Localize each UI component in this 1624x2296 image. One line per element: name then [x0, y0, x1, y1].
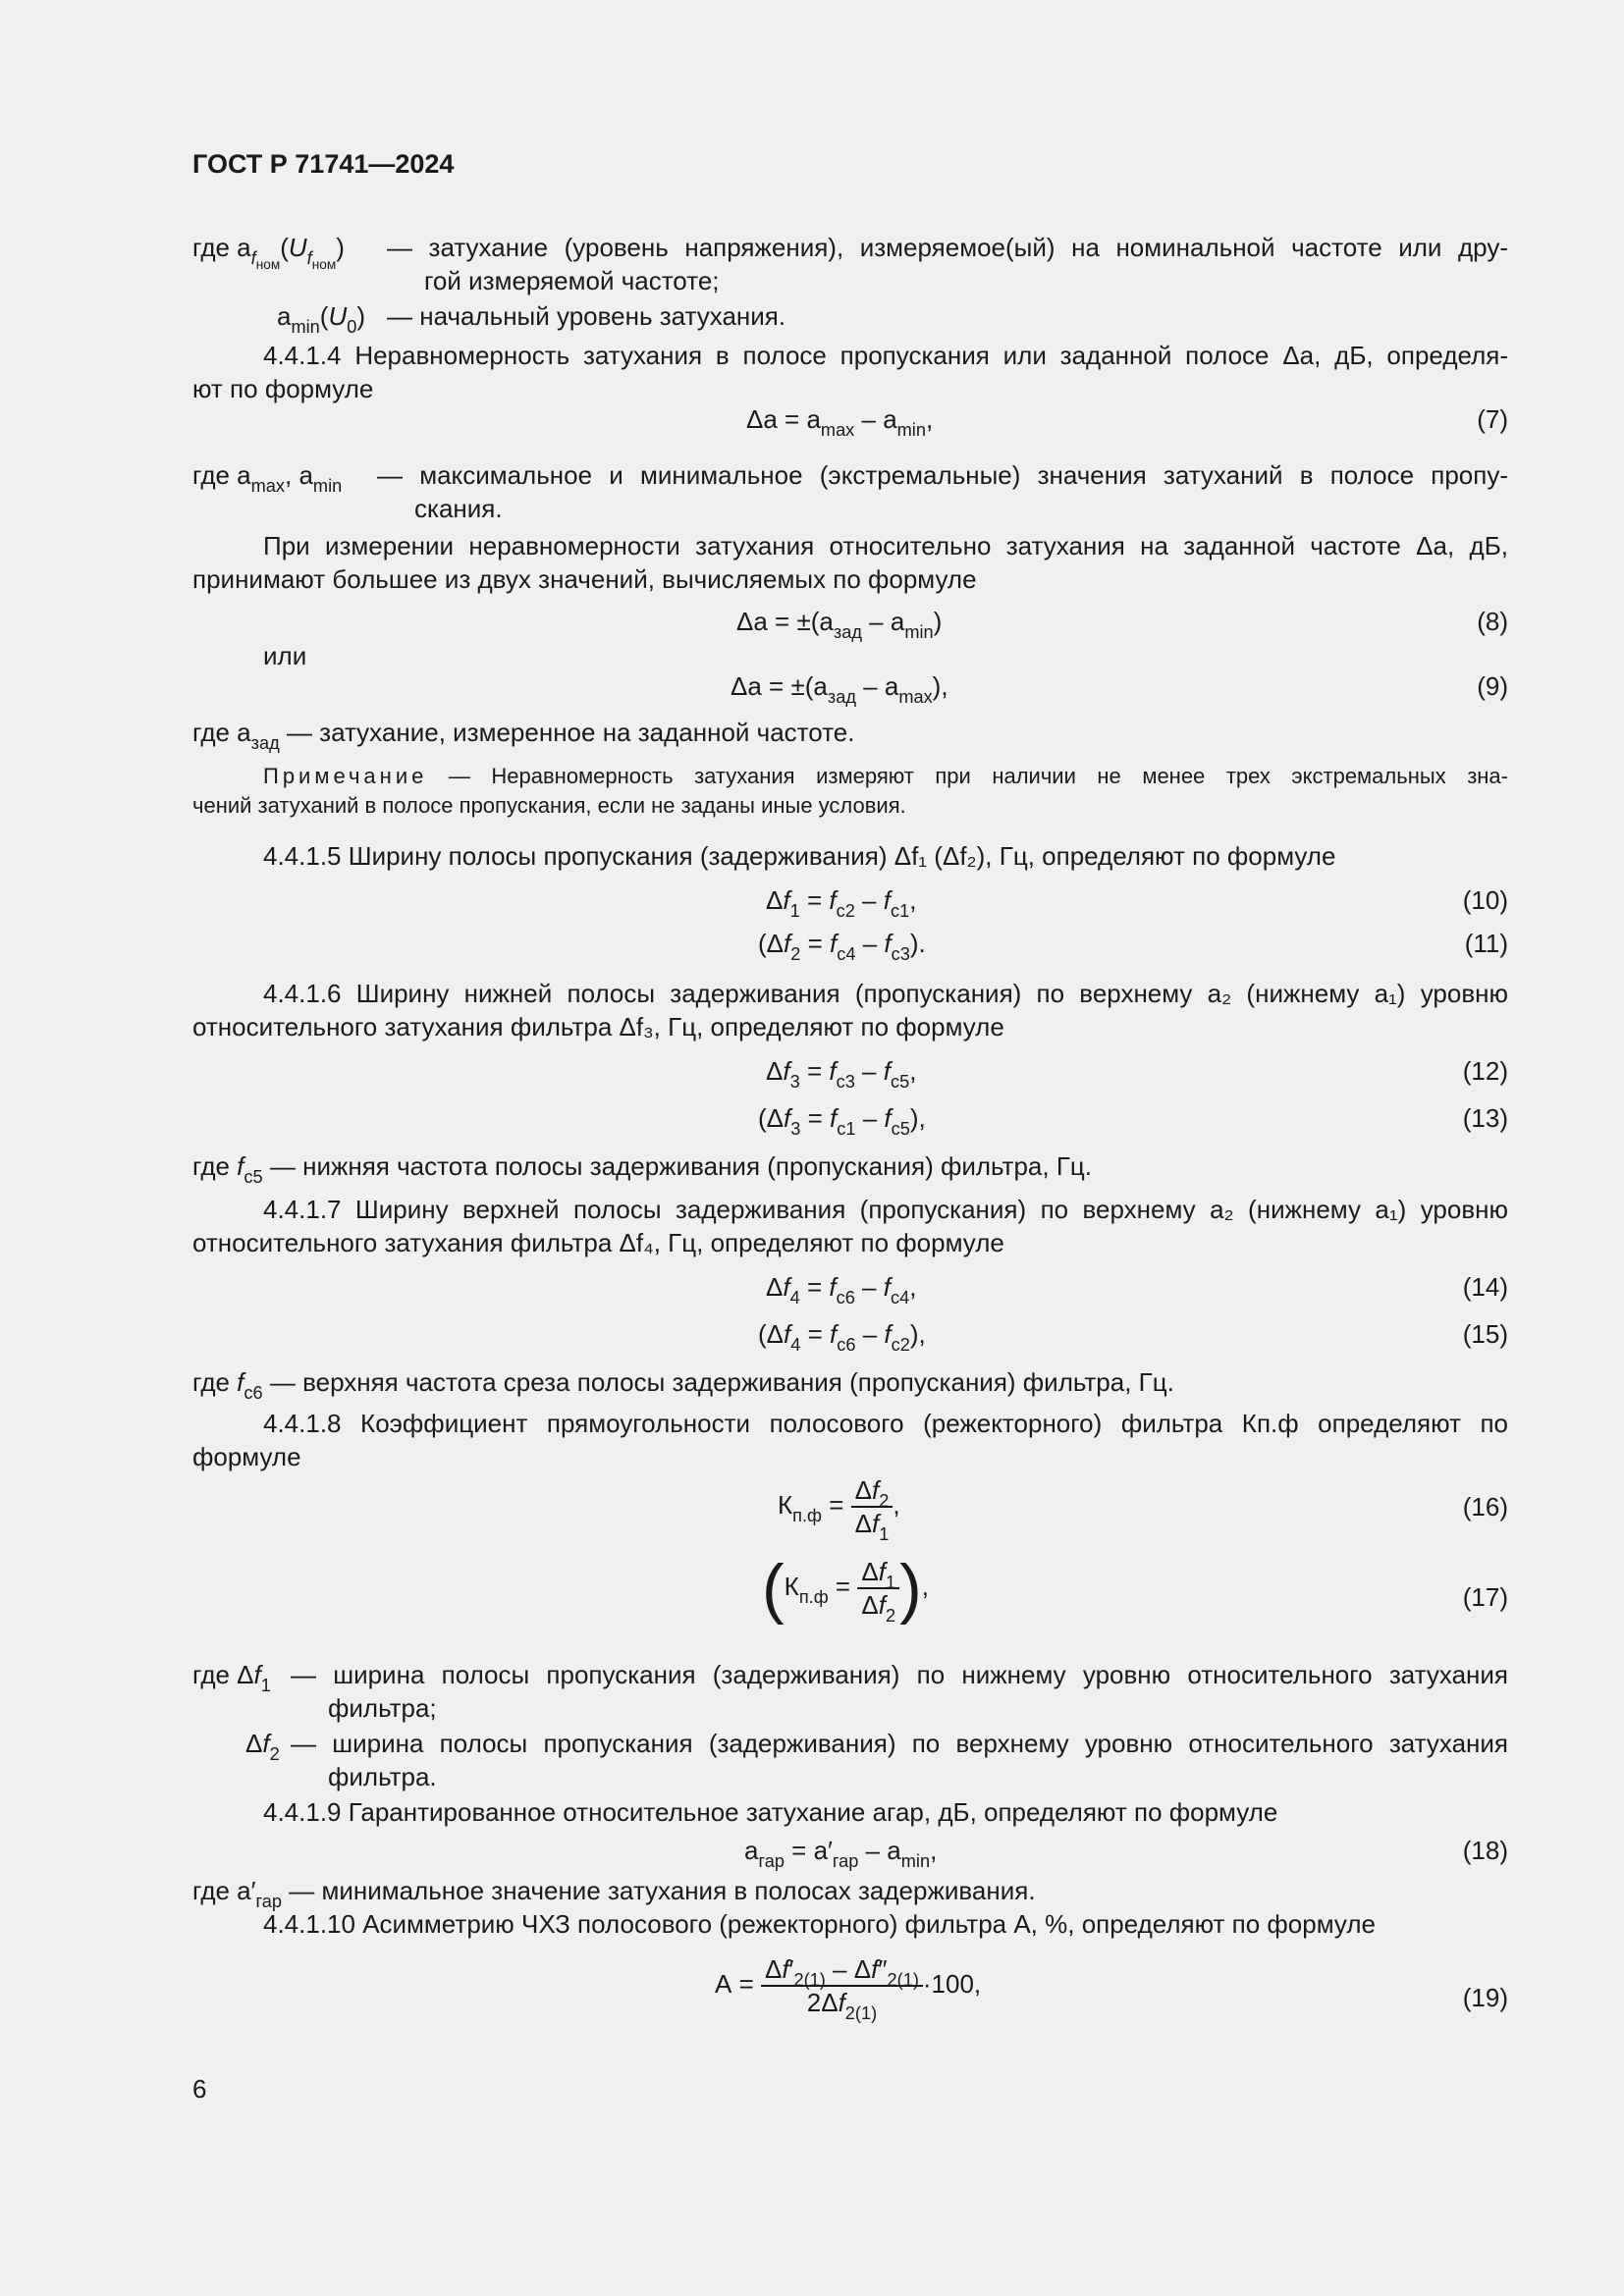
where-fc5: где $f_{с5}$ — нижняя частота полосы задерживания (пропускания) фильтра, Гц. — [192, 1151, 1093, 1188]
paragraph-4-4-1-5: 4.4.1.5 Ширину полосы пропускания (задерживания) Δf₁ (Δf₂), Гц, определяют по формуле — [263, 841, 1336, 871]
equation-number-8: (8) — [1477, 607, 1508, 636]
paragraph-4-4-1-6-line1: 4.4.1.6 Ширину нижней полосы задерживания (пропускания) по верхнему а₂ (нижнему а₁) уровню — [263, 979, 1508, 1008]
formula-10: $\Delta f_1 = f_{с2} - f_{с1}$, — [766, 885, 917, 922]
equation-number-11: (11) — [1464, 929, 1508, 958]
note-line2: чений затуханий в полосе пропускания, если не заданы иные условия. — [192, 793, 906, 818]
formula-15: $(\Delta f_4 = f_{с6} - f_{с2})$, — [758, 1319, 926, 1356]
word-ili: или — [263, 641, 307, 670]
where-df1-desc-cont: фильтра; — [328, 1693, 437, 1723]
equation-number-15: (15) — [1462, 1319, 1508, 1349]
equation-number-13: (13) — [1462, 1103, 1508, 1133]
formula-13: $(\Delta f_3 = f_{с1} - f_{с5})$, — [758, 1103, 926, 1140]
formula-7: $\Delta а = а_{max} - а_{min}$, — [746, 404, 934, 441]
where-amin-symbol: $а_{min}(U_0)$ — [277, 301, 366, 338]
page-number: 6 — [192, 2074, 207, 2104]
paragraph-4-4-1-7-line1: 4.4.1.7 Ширину верхней полосы задерживания (пропускания) по верхнему а₂ (нижнему а₁) уровню — [263, 1195, 1508, 1224]
where-amax-symbol: где $а_{max}$, $а_{min}$ — [192, 460, 343, 497]
where-a-fnom-symbol: где $а_{f_{ном}}(U_{f_{ном}})$ — [192, 233, 345, 272]
formula-11: $(\Delta f_2 = f_{с4} - f_{с3})$. — [758, 929, 926, 965]
where-df2-symbol: $\Delta f_2$ — [245, 1729, 280, 1765]
formula-8: $\Delta а = \pm(а_{зад} - а_{min})$ — [736, 607, 943, 643]
paragraph-4-4-1-6-line2: относительного затухания фильтра Δf₃, Гц, определяют по формуле — [192, 1012, 1004, 1041]
equation-number-10: (10) — [1462, 885, 1508, 915]
equation-number-19: (19) — [1462, 1983, 1508, 2012]
where-amin-desc: — начальный уровень затухания. — [387, 301, 786, 331]
formula-17: ($К_{п.ф}$ = $\frac{\Delta f_1}{\Delta f_2}$ ), — [762, 1551, 929, 1627]
page-header: ГОСТ Р 71741—2024 — [192, 149, 455, 179]
equation-number-17: (17) — [1462, 1582, 1508, 1612]
equation-number-12: (12) — [1462, 1056, 1508, 1086]
where-a-fnom-desc: — затухание (уровень напряжения), измеряемое(ый) на номинальной частоте или дру- — [387, 233, 1508, 262]
paragraph-4-4-1-8-line1: 4.4.1.8 Коэффициент прямоугольности полосового (режекторного) фильтра Кп.ф определяют по — [263, 1409, 1508, 1438]
formula-16: $К_{п.ф}$ = $\frac{\Delta f_2}{\Delta f_1}$ , — [778, 1475, 900, 1545]
paragraph-4-4-1-7-line2: относительного затухания фильтра Δf₄, Гц, определяют по формуле — [192, 1228, 1004, 1257]
equation-number-9: (9) — [1477, 671, 1508, 701]
paragraph-4-4-1-8-line2: формуле — [192, 1442, 301, 1471]
where-df2-desc-cont: фильтра. — [328, 1762, 437, 1791]
where-amax-desc-cont: скания. — [414, 494, 503, 523]
paragraph-4-4-1-10: 4.4.1.10 Асимметрию ЧХЗ полосового (режекторного) фильтра А, %, определяют по формуле — [263, 1909, 1376, 1939]
formula-9: $\Delta а = \pm(а_{зад} - а_{max})$, — [731, 671, 948, 708]
equation-number-18: (18) — [1462, 1836, 1508, 1865]
where-agar: где $а'_{гар}$ — минимальное значение затухания в полосах задерживания. — [192, 1876, 1036, 1912]
equation-number-14: (14) — [1462, 1272, 1508, 1302]
where-amax-desc: — максимальное и минимальное (экстремальные) значения затуханий в полосе пропу- — [377, 460, 1508, 490]
paragraph-4-4-1-4-line1: 4.4.1.4 Неравномерность затухания в полосе пропускания или заданной полосе Δа, дБ, определя- — [263, 341, 1508, 370]
formula-12: $\Delta f_3 = f_{с3} - f_{с5}$, — [766, 1056, 917, 1093]
paragraph-nerav-line2: принимают большее из двух значений, вычисляемых по формуле — [192, 564, 977, 594]
where-df1-symbol: где $\Delta f_1$ — [192, 1660, 271, 1696]
equation-number-16: (16) — [1462, 1492, 1508, 1522]
formula-18: $а_{гар} = а'_{гар} - а_{min}$, — [744, 1836, 938, 1872]
where-azad: где $а_{зад}$ — затухание, измеренное на заданной частоте. — [192, 718, 855, 754]
paragraph-4-4-1-4-line2: ют по формуле — [192, 374, 374, 403]
note-line1: Примечание — Неравномерность затухания измеряют при наличии не менее трех экстремальных зна- — [263, 764, 1508, 788]
where-df2-desc: — ширина полосы пропускания (задерживания) по верхнему уровню относительного затухания — [291, 1729, 1508, 1758]
where-fc6: где $f_{с6}$ — верхняя частота среза полосы задерживания (пропускания) фильтра, Гц. — [192, 1367, 1174, 1404]
formula-14: $\Delta f_4 = f_{с6} - f_{с4}$, — [766, 1272, 917, 1308]
where-df1-desc: — ширина полосы пропускания (задерживания) по нижнему уровню относительного затухания — [291, 1660, 1508, 1689]
paragraph-4-4-1-9: 4.4.1.9 Гарантированное относительное затухание агар, дБ, определяют по формуле — [263, 1797, 1278, 1827]
paragraph-nerav-line1: При измерении неравномерности затухания относительно затухания на заданной частоте Δа, дБ, — [263, 531, 1508, 561]
where-a-fnom-desc-cont: гой измеряемой частоте; — [424, 266, 720, 295]
equation-number-7: (7) — [1477, 404, 1508, 434]
formula-19: А = $\frac{\Delta f'_{2(1)} - \Delta f''_{2(1)}}{2\Delta f_{2(1)}}$ ·100, — [715, 1954, 982, 2024]
